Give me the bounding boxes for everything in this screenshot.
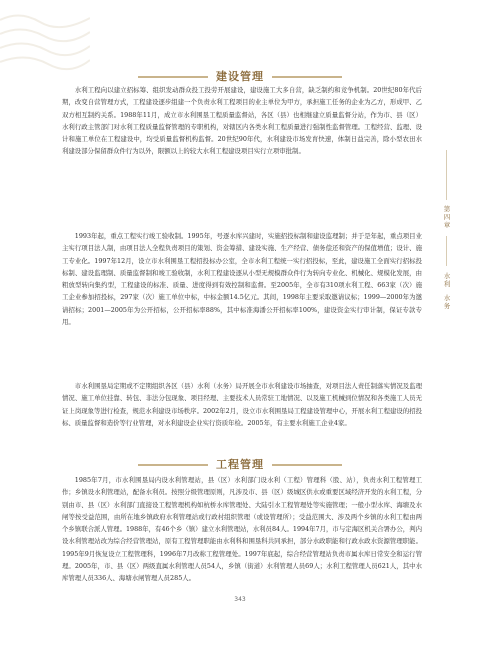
paragraph: 1993年起，重点工程实行竣工验收制。1995年，号逐水库兴建时，实施招投标制和建设监理制；并于是年起，重点项目业主实行项目法人制，由项目法人全程负责项目的策划、资金筹措、建设实施、生产经营、债务偿还和资产的保值增值；设计、施工专业化。1997年12月，设立市水利围垦工程招投标办公室，全市水利工程统一实行招投标，至此，建设施工全面实行招标投标制、建设监理制、质量监督制和竣工验收制，水利工程建设逐从小型无规模群众件行为转向专业化、机械化、规模化发展，由粗放型转向集约型，工程建设的标准、质量、进度得到有效控制和监督。至2005年，全市有310项水利工程、663家（次）施工企业参加招投标，297家（次）施工单位中标，中标金额14.5亿元。其间，1998年主要采取邀请议标；1999—2000年为邀请招标；2001—2005年为公开招标，公开招标率88%，其中标准海潘公开招标率100%，建设资金实行审计制，保证专款专用。	[62, 232, 422, 327]
heading-rule	[272, 464, 342, 466]
section-heading-construction	[0, 68, 480, 84]
paragraph: 市水利围垦局定期或不定期组织各区（县）水利（水务）局开展全市水利建设市场抽查，对项目法人责任制落实情况及监理情况、施工单位挂靠、转包、非法分包现象、项目经理、主要技术人员常驻工地情况、以及施工机械到位情况和各类施工人员无证上岗现象等进行检查，规范水利建设市场秩序。2002年2月，设立市水利围垦局工程建设管理中心，开展水利工程建设的招投标、质量监督和造价等行业管理，对水利建设企业实行资质年检。2005年，有主要水利施工企业4家。	[62, 382, 422, 427]
heading-rule	[138, 76, 208, 78]
side-divider	[446, 236, 447, 266]
heading-rule	[138, 464, 208, 466]
side-divider	[446, 150, 447, 200]
section-heading-engineering	[0, 456, 480, 472]
section-title: 工程管理	[216, 458, 264, 471]
topic-tab: 水利	[443, 272, 451, 288]
page-number: 343	[234, 596, 246, 603]
section-title: 建设管理	[216, 70, 264, 83]
chapter-tab: 第四章	[443, 205, 451, 229]
paragraph: 水利工程向以建立招标筹、组织发动群众投工投劳开展建设，建设施工大多自营，缺乏制约和竞争机制。20世纪80年代后期，改变自营管理方式，工程建设逐步组建一个负责水利工程项目的业主单位为甲方，承担施工任务的企业为乙方，形成甲、乙双方相互制约关系。1988年11月，成立市水利围垦工程质量监督站，各区（县）也相继建立质量监督分站，作为市、县（区）水利行政主管部门对水利工程质量监督管理的专职机构，对辖区内各类水利工程质量进行强制性监督管理。工程经营、监理、设计和施工单位在工程建设中，均受质量监督机构监督。20世纪90年代，水利建设市场发育快速，体制日益完善，除小型农田水利建设部分保留群众件行为以外，限额以上的较大水利工程建设项目实行立项审批制。	[62, 86, 422, 156]
paragraph: 1985年7月，市水利围垦局内设水利管理站，县（区）水利部门设水利（工程）管理科（股、站），负责水利工程管理工作；乡镇设水利管理站，配备水利员。按照分级管理原则，凡涉及市、县（区）级城区供水或重要区域经济开发的水利工程，分别由市、县（区）水利部门直接设工程管理机构如杭桥水库管理处、大陆引水工程管理处等实施管理；一般小型水库、海塘及水闸等按受益范围，由所在地乡镇政府水利管理站或行政村组织管理（或设管理所）；受益范围大、涉及两个乡镇的水利工程由两个乡镇联合派人管理。1988年，有46个乡（镇）建立水利管理站，水利员84人。1994年7月，市与定海区机关合署办公，判内设水利管理站改为综合经营管理站，原有工程管理职能由水利科和围垦科共同承担，部分水政职能和行政水政水资源管理职能。1995年9月恢复设立工程管理科，1996年7月改称工程管理处。1997年底起，综合经营管理站负责市属水库日常安全和运行管理。2005年，市、县（区）两级直属水利管理人员54人，乡镇（街道）水利管理人员69人；水利工程管理人员621人，其中水库管理人员336人、海塘水闸管理人员285人。	[62, 476, 422, 583]
heading-rule	[272, 76, 342, 78]
topic-tab: 水务	[443, 294, 451, 310]
